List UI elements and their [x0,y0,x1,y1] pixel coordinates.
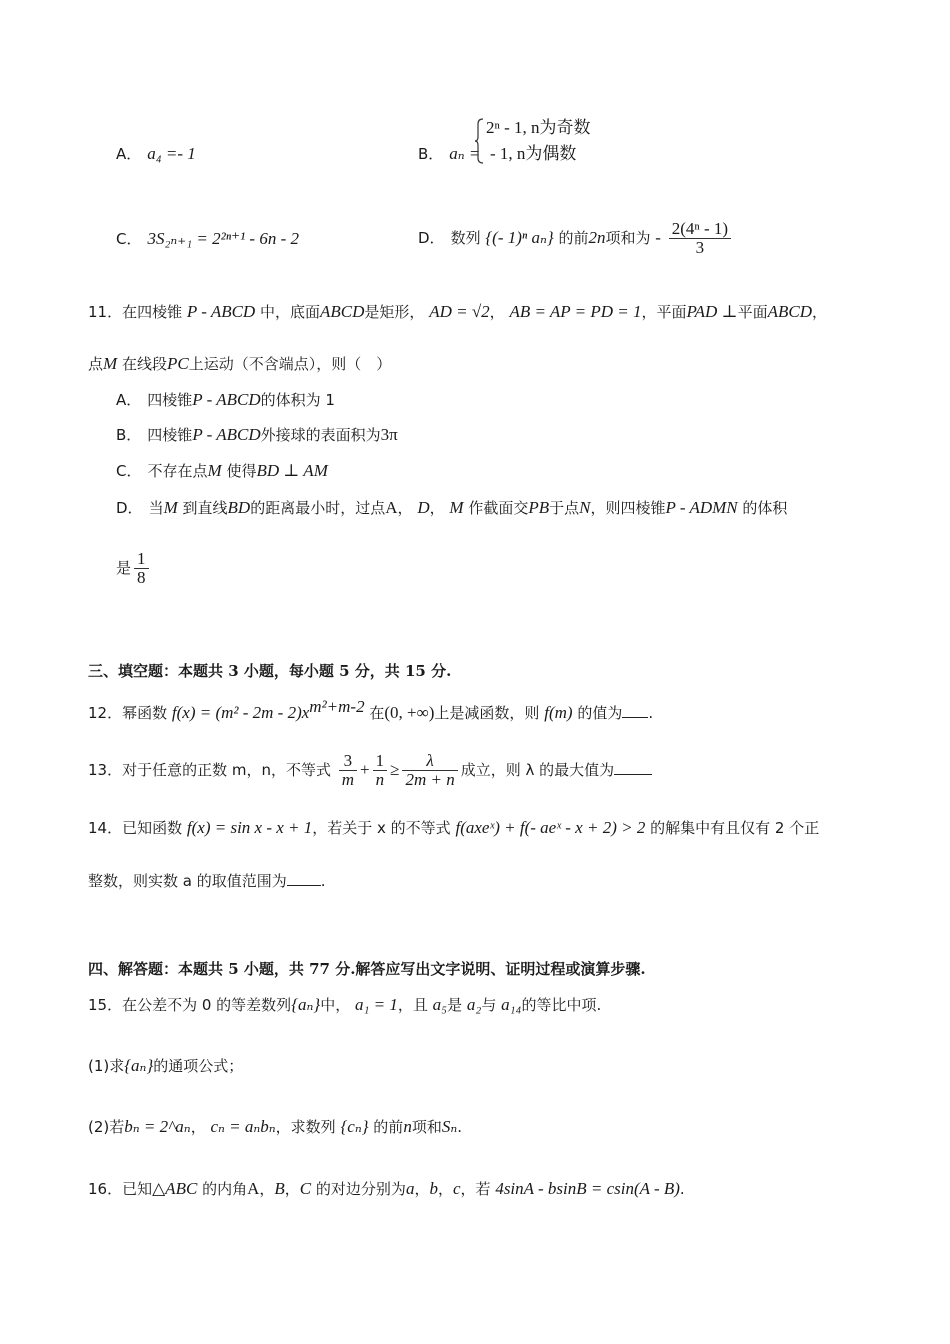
question-number: 15． [88,996,123,1014]
q15-sub2 [88,1117,462,1137]
math-exponent: m²+m-2 [309,697,365,716]
text: 的值为 [577,704,623,722]
question-number: 14． [88,819,123,837]
numerator: 1 [373,752,388,771]
math-expr: M [163,498,178,517]
text: ，求数列 [275,1118,336,1136]
text: ，若关于 x 的不等式 [312,819,451,837]
fraction [402,752,457,789]
math-expr: PC [166,354,189,373]
math-expr: B [274,1179,285,1198]
math-expr: A [247,1179,260,1198]
math-expr: b [429,1179,438,1198]
math-expr: Sₙ [441,1117,458,1136]
option-label: B． [116,426,142,444]
math-expr: bₙ = 2^aₙ [124,1117,191,1136]
denominator: n [375,770,385,789]
math-expr: P - ADMN [665,498,738,517]
fraction [134,550,149,587]
option-label: C． [116,230,142,248]
text: 的体积为 1 [260,391,335,409]
math-expr: C [299,1179,312,1198]
text: ， [284,1180,300,1198]
math-expr: a₄ =- 1 [147,144,196,163]
text: 对于任意的正数 m，n，不等式 [122,761,331,779]
math-expr: n [403,1117,412,1136]
text: 在线段 [121,355,167,373]
math-expr: {(- 1)ⁿ aₙ} [485,228,554,247]
text: ， [190,1118,206,1136]
text: 外接球的表面积为 [260,426,381,444]
text: 整数，则实数 a 的取值范围为 [88,872,287,890]
text: ，且 [397,996,428,1014]
text: . [457,1118,462,1136]
math-expr: D [417,498,430,517]
math-expr: aₙ = [449,144,481,163]
text: 成立，则 λ 的最大值为 [460,761,615,779]
text: 的前 [558,229,589,247]
q11-option-d [116,498,787,518]
q11-option-b [116,425,398,445]
section-4-heading: 四、解答题：本题共 5 小题，共 77 分.解答应写出文字说明、证明过程或演算步骤. [88,960,646,978]
text: ，则四棱锥 [590,499,666,517]
denominator: 8 [137,568,146,587]
fraction [339,752,357,789]
math-expr: cₙ = aₙbₙ [210,1117,276,1136]
text: 的解集中有且仅有 2 个正 [650,819,820,837]
q11-option-d-line2 [116,548,152,588]
math-expr: P - ABCD [192,425,261,444]
text: 已知函数 [122,819,183,837]
text: ， [437,1180,453,1198]
text: 平面 [737,303,768,321]
text: 幂函数 [122,704,168,722]
option-label: C． [116,462,142,480]
question-number: 16． [88,1180,123,1198]
q14-line1 [88,818,819,838]
math-expr: a₅ [432,995,448,1014]
numerator: 3 [339,752,357,771]
text: 中， [320,996,351,1014]
option-label: D． [116,499,143,517]
q11-stem-line2 [88,354,391,374]
math-expr: f(m) [544,703,573,722]
math-expr: 4sinA - bsinB = csin(A - B) [495,1179,680,1198]
math-expr: M [207,461,222,480]
text: 上是减函数，则 [434,704,540,722]
text: ， [811,303,827,321]
q14-line2 [88,871,326,891]
text: 的等比中项. [521,996,602,1014]
text: ， [489,303,505,321]
text: 不存在点 [147,462,208,480]
q10-option-c [116,229,299,249]
q16-stem [88,1179,685,1199]
math-expr: AB = AP = PD = 1 [509,302,642,321]
math-expr: (0, +∞) [384,703,435,722]
text: 项和 [411,1118,442,1136]
text: 项和为 [605,229,651,247]
math-expr: PAD ⊥ [686,302,738,321]
text: ，平面 [641,303,687,321]
question-number: 13． [88,761,123,779]
text: ，若 [460,1180,491,1198]
text: 的距离最小时，过点 [250,499,386,517]
text: 当 [148,499,164,517]
q13 [88,748,652,792]
math-expr: f(x) = (m² - 2m - 2)x [171,703,310,722]
answer-blank[interactable] [287,871,321,886]
math-op: ≥ [390,760,400,779]
text: 四棱锥 [147,426,193,444]
numerator: 2(4ⁿ - 1) [669,220,731,239]
math-expr: PB [528,498,550,517]
answer-blank[interactable] [614,760,652,775]
math-expr: P - ABCD [192,390,261,409]
math-expr: a₁ = 1 [354,995,398,1014]
q10-option-d [418,218,734,258]
text: 四棱锥 [147,391,193,409]
text: 中，底面 [260,303,321,321]
math-sign: - [655,228,661,247]
section-3-heading: 三、填空题：本题共 3 小题，每小题 5 分，共 15 分. [88,662,452,680]
text: 在 [369,704,385,722]
q11-option-a [116,390,335,410]
text: . [648,704,654,722]
math-expr: M [103,354,118,373]
math-expr: ABCD [767,302,812,321]
option-label: A． [116,391,142,409]
q10-option-a [116,144,196,164]
text: 在公差不为 0 的等差数列 [122,996,292,1014]
piecewise-case-1: 2ⁿ - 1, n为奇数 [486,118,591,137]
numerator: 1 [134,550,149,569]
math-expr: A [385,498,398,517]
text: 点 [88,355,104,373]
text: (2)若 [88,1118,125,1136]
fraction [373,752,388,789]
text: 是 [116,559,132,577]
math-expr: 3π [380,425,398,444]
text: 是 [447,996,463,1014]
math-expr: AD = √2 [429,302,490,321]
math-expr: f(x) = sin x - x + 1 [186,818,313,837]
denominator: m [341,770,355,789]
math-expr: △ABC [152,1179,198,1198]
fraction [669,220,731,257]
q15-stem [88,995,601,1015]
text: 是矩形， [364,303,425,321]
denominator: 3 [695,238,705,257]
math-expr: c [452,1179,461,1198]
math-expr: 3S₂ₙ₊₁ = 2²ⁿ⁺¹ - 6n - 2 [147,229,299,248]
text: 的对边分别为 [315,1180,406,1198]
question-number: 11． [88,303,123,321]
math-expr: M [449,498,464,517]
text: 的体积 [742,499,788,517]
text: 上运动（不含端点），则（ ） [188,355,392,373]
q11-option-c [116,461,328,481]
math-expr: 2n [588,228,606,247]
math-expr: f(axeˣ) + f(- aeˣ - x + 2) > 2 [455,818,646,837]
q11-stem-line1 [88,302,827,322]
text: 的内角 [202,1180,248,1198]
text: ， [414,1180,430,1198]
text: 到直线 [182,499,228,517]
text: 已知 [122,1180,153,1198]
text: ， [429,499,445,517]
text: 于点 [549,499,580,517]
math-expr: a [405,1179,415,1198]
text: ， [259,1180,275,1198]
q15-sub1 [88,1056,243,1076]
math-expr: ABCD [320,302,365,321]
math-expr: a₁₄ [501,995,522,1014]
math-expr: {cₙ} [340,1117,369,1136]
numerator: λ [402,752,457,771]
math-expr: {aₙ} [124,1056,154,1075]
text: 在四棱锥 [122,303,183,321]
text: 的通项公式； [153,1057,244,1075]
text: ， [397,499,413,517]
math-expr: P - ABCD [186,302,256,321]
text: . [320,872,326,890]
piecewise-case-2: - 1, n为偶数 [490,144,577,163]
option-label: D． [418,229,445,247]
text: . [679,1180,685,1198]
text: 作截面交 [468,499,529,517]
text: (1)求 [88,1057,125,1075]
option-label: A． [116,145,142,163]
text: 使得 [226,462,257,480]
option-label: B． [418,145,444,163]
text: 与 [481,996,497,1014]
text: 的前 [373,1118,404,1136]
q12 [88,697,653,723]
answer-blank[interactable] [622,703,648,718]
math-expr: BD ⊥ AM [256,461,328,480]
piecewise-brace [474,118,484,164]
question-number: 12． [88,704,123,722]
text: 数列 [450,229,481,247]
math-op: + [360,760,370,779]
math-expr: BD [227,498,251,517]
denominator: 2m + n [405,770,455,789]
q10-option-b [418,144,480,164]
math-expr: N [579,498,591,517]
math-expr: {aₙ} [291,995,321,1014]
math-expr: a₂ [466,995,482,1014]
